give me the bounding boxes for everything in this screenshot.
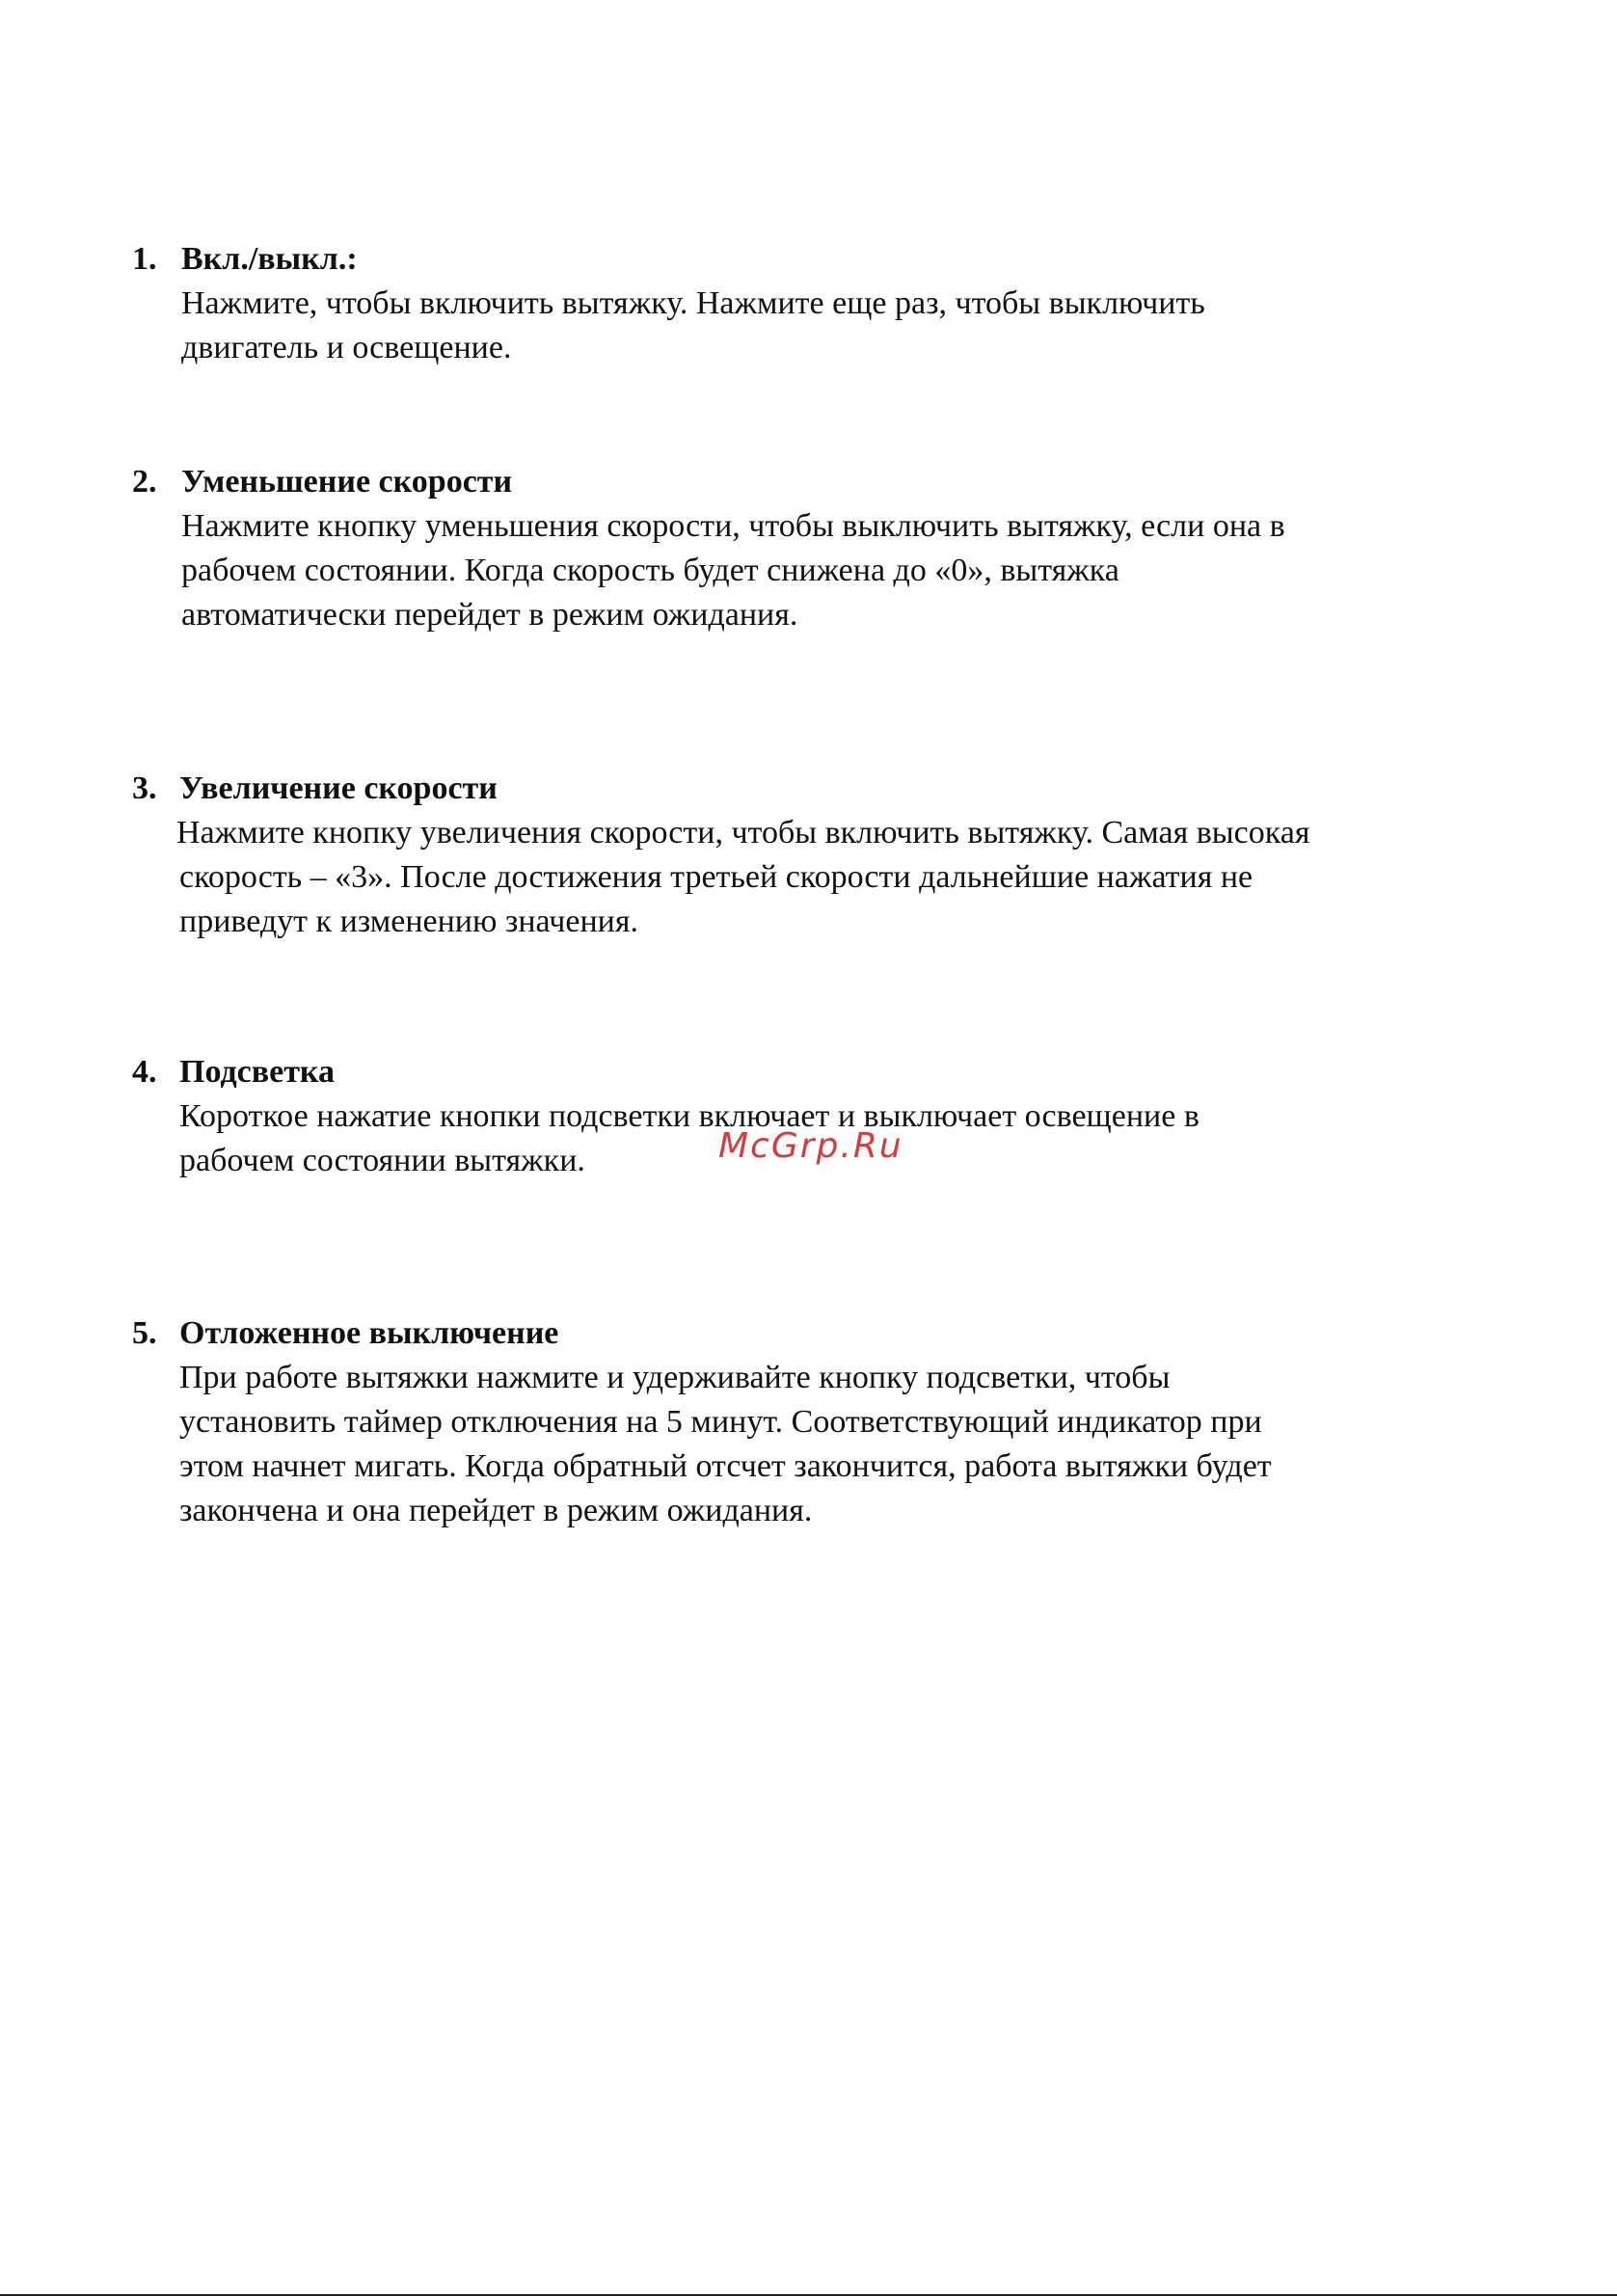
item-text-line: двигатель и освещение. <box>181 330 512 365</box>
item-text-line: рабочем состоянии. Когда скорость будет снижена до «0», вытяжка <box>181 553 1119 588</box>
item-heading: Отложенное выключение <box>179 1315 559 1351</box>
item-number: 3. <box>132 770 157 806</box>
watermark-text: McGrp.Ru <box>718 1126 903 1166</box>
item-number: 4. <box>132 1054 157 1090</box>
item-text-line: приведут к изменению значения. <box>179 904 638 939</box>
item-heading: Вкл./выкл.: <box>181 241 358 277</box>
item-text-line: скорость – «3». После достижения третьей скорости дальнейшие нажатия не <box>179 859 1253 895</box>
item-text-line: установить таймер отключения на 5 минут. Соответствующий индикатор при <box>179 1404 1262 1440</box>
item-text-line: Нажмите кнопку увеличения скорости, чтобы включить вытяжку. Самая высокая <box>176 815 1310 851</box>
item-heading: Увеличение скорости <box>179 770 498 806</box>
item-number: 5. <box>132 1315 157 1351</box>
item-heading: Подсветка <box>179 1054 335 1090</box>
item-text-line: При работе вытяжки нажмите и удерживайте кнопку подсветки, чтобы <box>179 1360 1171 1395</box>
item-text-line: Нажмите кнопку уменьшения скорости, чтобы выключить вытяжку, если она в <box>181 508 1285 544</box>
item-text-line: закончена и она перейдет в режим ожидания. <box>179 1493 813 1528</box>
item-text-line: этом начнет мигать. Когда обратный отсчет закончится, работа вытяжки будет <box>179 1448 1272 1484</box>
item-heading: Уменьшение скорости <box>181 464 513 500</box>
item-text-line: Короткое нажатие кнопки подсветки включает и выключает освещение в <box>179 1098 1199 1134</box>
item-number: 2. <box>132 464 157 500</box>
item-number: 1. <box>132 241 157 277</box>
item-text-line: автоматически перейдет в режим ожидания. <box>181 597 798 633</box>
item-text-line: рабочем состоянии вытяжки. <box>179 1143 585 1178</box>
item-text-line: Нажмите, чтобы включить вытяжку. Нажмите еще раз, чтобы выключить <box>181 285 1205 321</box>
